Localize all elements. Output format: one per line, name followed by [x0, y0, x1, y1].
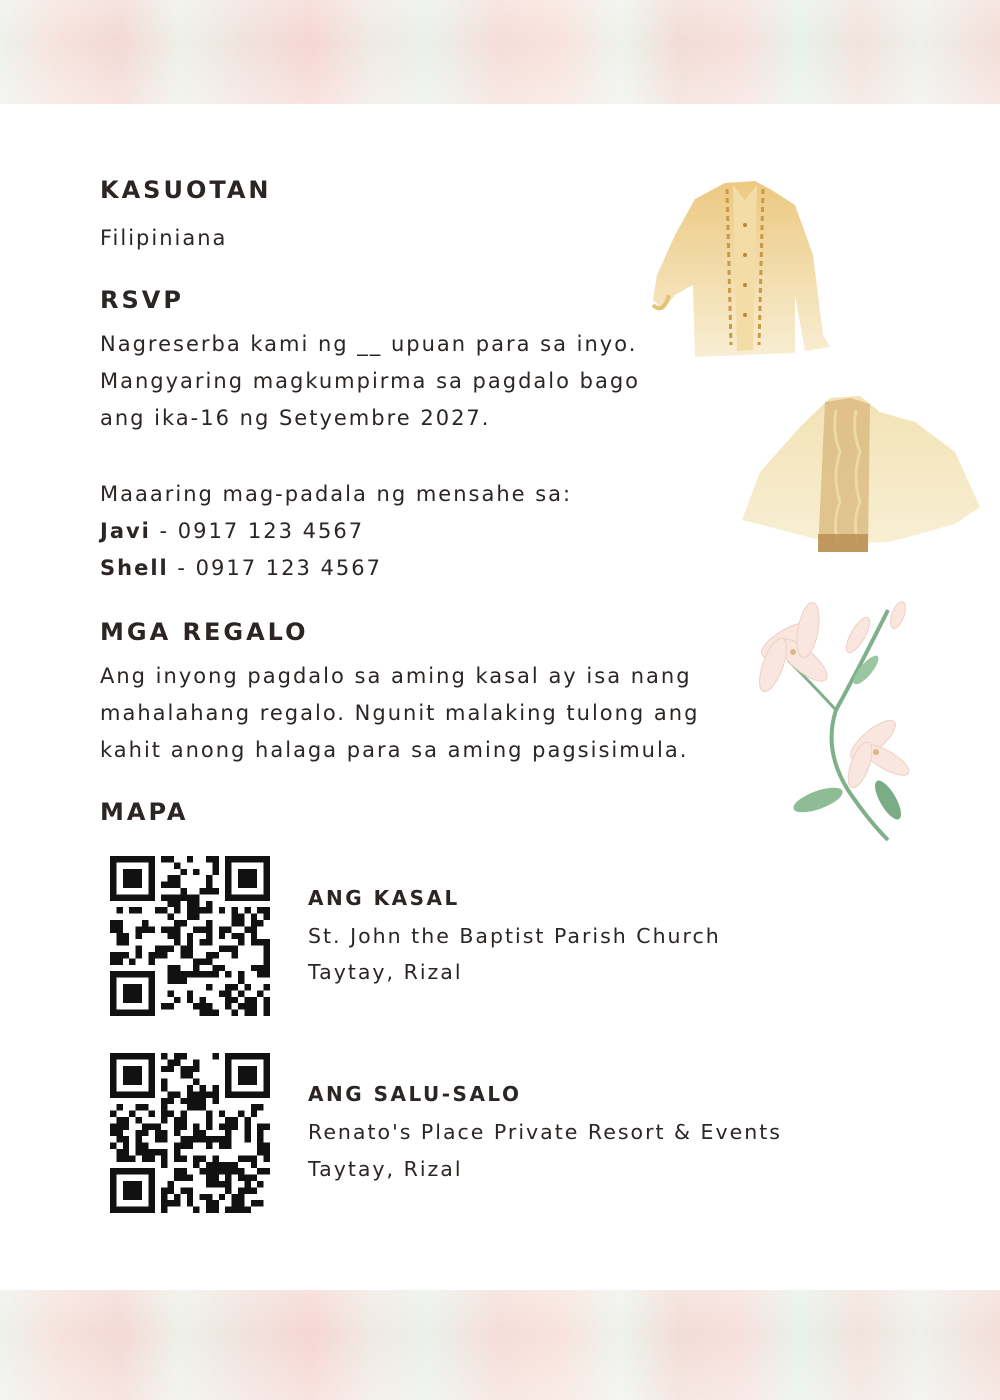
qr-code-icon[interactable] [110, 856, 270, 1016]
contact-phone: - 0917 123 4567 [150, 519, 365, 543]
venue-title-ceremony: ANG KASAL [308, 886, 460, 910]
attire-value: Filipiniana [100, 226, 228, 250]
venue-title-reception: ANG SALU-SALO [308, 1082, 522, 1106]
barong-shirt-icon [645, 175, 840, 365]
rsvp-line: ang ika-16 ng Setyembre 2027. [100, 406, 491, 430]
contact-shell [100, 550, 572, 587]
gifts-heading: MGA REGALO [100, 618, 309, 646]
contact-name: Javi [100, 519, 151, 543]
message-intro: Maaaring mag-padala ng mensahe sa: [100, 482, 573, 506]
lily-flower-icon [748, 590, 913, 845]
contact-javi [100, 513, 572, 550]
venue-place-ceremony: St. John the Baptist Parish Church [308, 924, 721, 948]
rsvp-heading: RSVP [100, 286, 184, 314]
rsvp-line: Mangyaring magkumpirma sa pagdalo bago [100, 369, 641, 393]
rsvp-line: Nagreserba kami ng __ upuan para sa inyo. [100, 332, 638, 356]
filipiniana-blouse-icon [740, 392, 985, 557]
watercolor-band-bottom [0, 1290, 1000, 1400]
gifts-body [100, 658, 699, 769]
rsvp-body [100, 326, 640, 437]
gifts-line: kahit anong halaga para sa aming pagsisimula. [100, 738, 689, 762]
venue-place-reception: Renato's Place Private Resort & Events [308, 1120, 782, 1144]
map-heading: MAPA [100, 798, 189, 826]
gifts-line: Ang inyong pagdalo sa aming kasal ay isa nang [100, 664, 692, 688]
contact-phone: - 0917 123 4567 [168, 556, 382, 580]
venue-city-reception: Taytay, Rizal [308, 1157, 463, 1181]
qr-code-icon[interactable] [110, 1053, 270, 1213]
attire-heading: KASUOTAN [100, 176, 272, 204]
watercolor-band-top [0, 0, 1000, 104]
contact-name: Shell [100, 556, 169, 580]
rsvp-contacts [100, 476, 572, 587]
venue-city-ceremony: Taytay, Rizal [308, 960, 463, 984]
gifts-line: mahalahang regalo. Ngunit malaking tulong ang [100, 701, 700, 725]
